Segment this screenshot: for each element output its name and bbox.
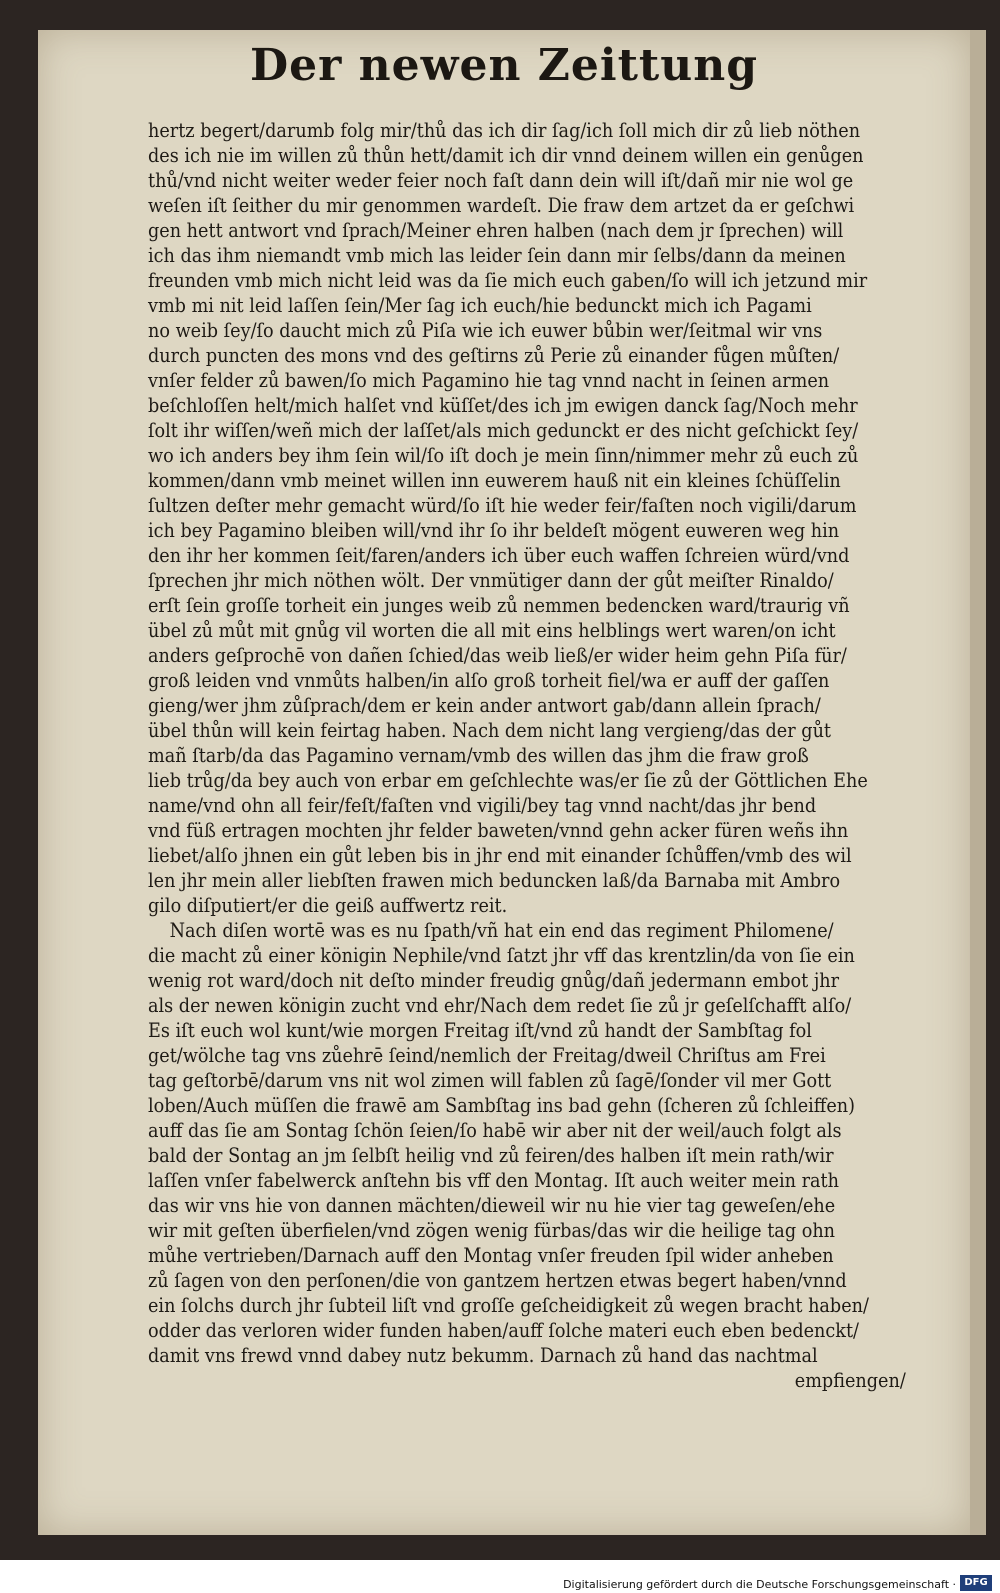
- text-line: als der newen königin zucht vnd ehr/Nach dem redet ſie zů jr geſelſchafft alſo/: [148, 994, 852, 1017]
- text-line: vmb mi nit leid laſſen ſein/Mer ſag ich euch/hie bedunckt mich ich Pagami: [148, 294, 812, 317]
- footer-credit: Digitalisierung gefördert durch die Deutsche Forschungsgemeinschaft ·: [563, 1578, 956, 1591]
- text-line: übel zů můt mit gnůg vil worten die all mit eins helblings wert waren/on icht: [148, 619, 836, 642]
- text-line: loben/Auch müſſen die frawē am Sambſtag ins bad gehn (ſcheren zů ſchleiffen): [148, 1094, 856, 1117]
- text-line: len jhr mein aller liebſten frawen mich beduncken laß/da Barnaba mit Ambro: [148, 869, 841, 892]
- text-line: odder das verloren wider funden haben/auff ſolche materi euch eben bedenckt/: [148, 1319, 859, 1342]
- text-line: tag geſtorbē/darum vns nit wol zimen will fablen zů ſagē/ſonder vil mer Gott: [148, 1069, 832, 1092]
- text-line: gen hett antwort vnd ſprach/Meiner ehren halben (nach dem jr ſprechen) will: [148, 219, 844, 242]
- text-line: ſolt ihr wiſſen/weñ mich der laſſet/als mich gedunckt er des nicht geſchickt ſey/: [148, 419, 859, 442]
- text-line: gilo diſputiert/er die geiß auffwertz reit.: [148, 894, 508, 917]
- text-line: lieb trůg/da bey auch von erbar em geſchlechte was/er ſie zů der Göttlichen Ehe: [148, 769, 868, 792]
- text-line: zů ſagen von den perſonen/die von gantzem hertzen etwas begert haben/vnnd: [148, 1269, 847, 1292]
- text-line: thů/vnd nicht weiter weder feier noch faſt dann dein will iſt/dañ mir nie wol ge: [148, 169, 854, 192]
- catchword: empfiengen/: [794, 1369, 906, 1392]
- text-line: hertz begert/darumb folg mir/thů das ich dir ſag/ich ſoll mich dir zů lieb nöthen: [148, 119, 861, 142]
- text-line: beſchloſſen helt/mich halſet vnd küſſet/des ich jm ewigen danck ſag/Noch mehr: [148, 394, 858, 417]
- text-line: get/wölche tag vns zůehrē ſeind/nemlich der Freitag/dweil Chriſtus am Frei: [148, 1044, 826, 1067]
- running-head: Der newen Zeittung: [249, 40, 759, 91]
- text-line: name/vnd ohn all feir/feſt/faſten vnd vigili/bey tag vnnd nacht/das jhr bend: [148, 794, 817, 817]
- text-line: wir mit geſten überfielen/vnd zögen wenig fürbas/das wir die heilige tag ohn: [148, 1219, 836, 1242]
- text-line: vnd füß ertragen mochten jhr felder baweten/vnnd gehn acker füren weñs ihn: [148, 819, 849, 842]
- text-line: no weib ſey/ſo daucht mich zů Piſa wie ich euwer bůbin wer/ſeitmal wir vns: [148, 319, 823, 342]
- text-line: gieng/wer jhm zůſprach/dem er kein ander antwort gab/dann allein ſprach/: [148, 694, 821, 717]
- text-line: ein ſolchs durch jhr ſubteil liſt vnd groſſe geſcheidigkeit zů wegen bracht haben/: [148, 1294, 869, 1317]
- text-line: kommen/dann vmb meinet willen inn euwerem hauß nit ein kleines ſchüſſelin: [148, 469, 841, 492]
- text-line: ich das ihm niemandt vmb mich las leider ſein dann mir ſelbs/dann da meinen: [148, 244, 846, 267]
- text-line: ſultzen deſter mehr gemacht würd/ſo iſt hie weder feir/faſten noch vigili/darum: [148, 494, 857, 517]
- text-line: wenig rot ward/doch nit deſto minder freudig gnůg/dañ jedermann embot jhr: [148, 969, 840, 992]
- text-line: wo ich anders bey ihm ſein wil/ſo iſt doch je mein ſinn/nimmer mehr zů euch zů: [148, 444, 859, 467]
- text-line: ſprechen jhr mich nöthen wölt. Der vnmütiger dann der gůt meiſter Rinaldo/: [148, 569, 834, 592]
- text-line: groß leiden vnd vnmůts halben/in alſo groß torheit fiel/wa er auff der gaſſen: [148, 669, 830, 692]
- text-line: weſen iſt ſeither du mir genommen wardeſt. Die fraw dem artzet da er geſchwi: [148, 194, 855, 217]
- text-line: freunden vmb mich nicht leid was da ſie mich euch gaben/ſo will ich jetzund mir: [148, 269, 868, 292]
- text-line: damit vns frewd vnnd dabey nutz bekumm. Darnach zů hand das nachtmal: [148, 1344, 818, 1367]
- body-text: [148, 118, 915, 1393]
- text-line: den ihr her kommen ſeit/faren/anders ich über euch waffen ſchreien würd/vnd: [148, 544, 850, 567]
- text-line: liebet/alſo jhnen ein gůt leben bis in jhr end mit einander ſchůffen/vmb des wil: [148, 844, 852, 867]
- text-line: das wir vns hie von dannen mächten/dieweil wir nu hie vier tag geweſen/ehe: [148, 1194, 836, 1217]
- text-line: Es iſt euch wol kunt/wie morgen Freitag iſt/vnd zů handt der Sambſtag fol: [148, 1019, 812, 1042]
- text-line: můhe vertrieben/Darnach auff den Montag vnſer freuden ſpil wider anheben: [148, 1244, 834, 1267]
- paragraph-start-line: Nach diſen wortē was es nu ſpath/vñ hat ein end das regiment Philomene/: [169, 919, 834, 942]
- book-page: [38, 30, 970, 1535]
- text-line: mañ ſtarb/da das Pagamino vernam/vmb des willen das jhm die fraw groß: [148, 744, 809, 767]
- text-line: übel thůn will kein feirtag haben. Nach dem nicht lang vergieng/das der gůt: [148, 719, 832, 742]
- book-edge: [968, 30, 986, 1535]
- text-line: vnſer felder zů bawen/ſo mich Pagamino hie tag vnnd nacht in ſeinen armen: [148, 369, 830, 392]
- text-line: anders geſprochē von dañen ſchied/das weib ließ/er wider heim gehn Piſa für/: [148, 644, 847, 667]
- text-line: die macht zů einer königin Nephile/vnd ſatzt jhr vff das krentzlin/da von ſie ein: [148, 944, 855, 967]
- text-line: durch puncten des mons vnd des geſtirns zů Perie zů einander fůgen můſten/: [148, 344, 840, 367]
- text-line: bald der Sontag an jm ſelbſt heilig vnd zů feiren/des halben iſt mein rath/wir: [148, 1144, 834, 1167]
- text-line: laſſen vnſer fabelwerck anſtehn bis vff den Montag. Iſt auch weiter mein rath: [148, 1169, 839, 1192]
- text-line: ich bey Pagamino bleiben will/vnd ihr ſo ihr beldeſt mögent euweren weg hin: [148, 519, 840, 542]
- dfg-logo: DFG: [960, 1575, 992, 1591]
- text-line: erſt ſein groſſe torheit ein junges weib zů nemmen bedencken ward/traurig vñ: [148, 594, 850, 617]
- text-line: des ich nie im willen zů thůn hett/damit ich dir vnnd deinem willen ein genůgen: [148, 144, 864, 167]
- text-line: auff das ſie am Sontag ſchön ſeien/ſo habē wir aber nit der weil/auch folgt als: [148, 1119, 842, 1142]
